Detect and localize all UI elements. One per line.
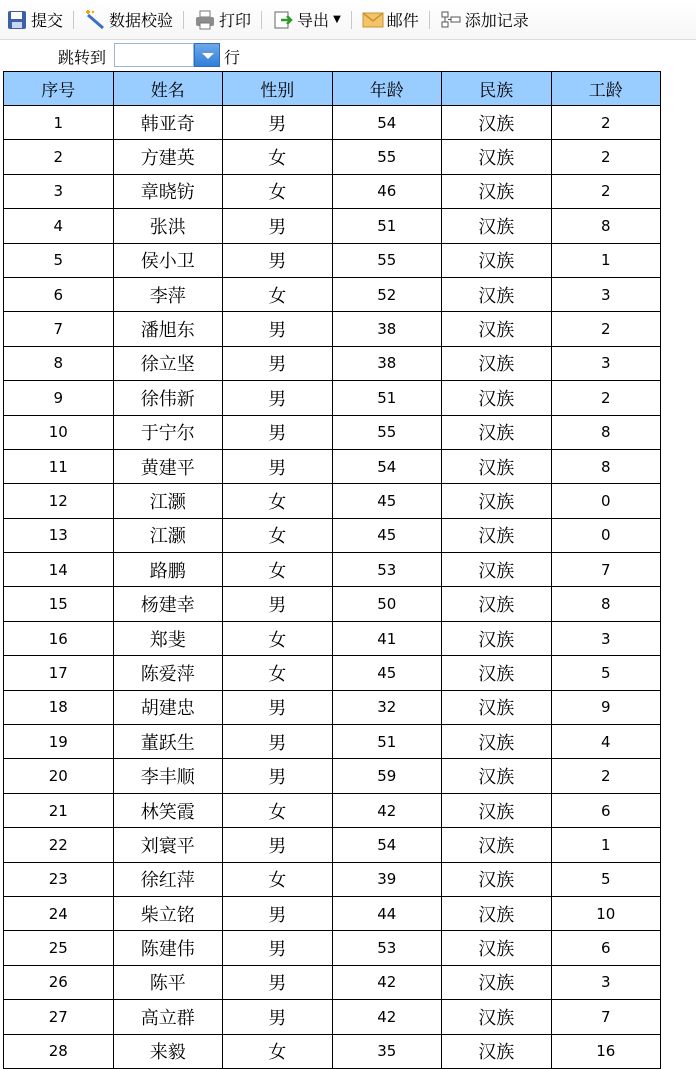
table-row[interactable]	[4, 621, 661, 655]
add-row-icon	[440, 9, 462, 31]
cell-seniority[interactable]: 8	[551, 209, 661, 243]
cell-seniority[interactable]: 2	[551, 312, 661, 346]
cell-name[interactable]: 胡建忠	[113, 690, 223, 724]
cell-gender[interactable]: 男	[223, 725, 333, 759]
toolbar-separator	[73, 11, 74, 29]
cell-name[interactable]: 韩亚奇	[113, 106, 223, 140]
cell-name[interactable]: 徐立坚	[113, 346, 223, 380]
cell-index[interactable]: 25	[4, 931, 114, 965]
cell-index[interactable]: 4	[4, 209, 114, 243]
cell-age[interactable]: 55	[332, 243, 442, 277]
cell-age[interactable]: 46	[332, 174, 442, 208]
cell-gender[interactable]: 女	[223, 621, 333, 655]
cell-index[interactable]: 21	[4, 793, 114, 827]
cell-ethnicity[interactable]: 汉族	[442, 587, 552, 621]
cell-gender[interactable]: 男	[223, 965, 333, 999]
toolbar-separator	[183, 11, 184, 29]
cell-age[interactable]: 50	[332, 587, 442, 621]
cell-name[interactable]: 郑斐	[113, 621, 223, 655]
table-row[interactable]	[4, 793, 661, 827]
mail-button[interactable]	[358, 5, 423, 35]
cell-ethnicity[interactable]: 汉族	[442, 553, 552, 587]
cell-gender[interactable]: 男	[223, 828, 333, 862]
table-row[interactable]	[4, 484, 661, 518]
cell-seniority[interactable]: 2	[551, 140, 661, 174]
cell-age[interactable]: 51	[332, 725, 442, 759]
cell-seniority[interactable]: 6	[551, 793, 661, 827]
cell-ethnicity[interactable]: 汉族	[442, 277, 552, 311]
cell-seniority[interactable]: 0	[551, 518, 661, 552]
cell-age[interactable]: 59	[332, 759, 442, 793]
cell-gender[interactable]: 女	[223, 484, 333, 518]
printer-icon	[194, 9, 216, 31]
cell-index[interactable]: 24	[4, 896, 114, 930]
cell-gender[interactable]: 男	[223, 415, 333, 449]
chevron-down-icon: ▼	[333, 14, 341, 25]
header-seniority[interactable]: 工龄	[551, 72, 661, 106]
cell-seniority[interactable]: 1	[551, 243, 661, 277]
cell-index[interactable]: 7	[4, 312, 114, 346]
cell-index[interactable]: 18	[4, 690, 114, 724]
table-body	[4, 106, 661, 1069]
cell-seniority[interactable]: 7	[551, 1000, 661, 1034]
cell-index[interactable]: 17	[4, 656, 114, 690]
toolbar-separator	[261, 11, 262, 29]
cell-seniority[interactable]: 2	[551, 381, 661, 415]
cell-index[interactable]: 10	[4, 415, 114, 449]
table-row[interactable]	[4, 828, 661, 862]
table-header-row	[4, 72, 661, 106]
cell-name[interactable]: 陈建伟	[113, 931, 223, 965]
cell-gender[interactable]: 男	[223, 106, 333, 140]
table-row[interactable]	[4, 346, 661, 380]
cell-ethnicity[interactable]: 汉族	[442, 449, 552, 483]
header-index[interactable]: 序号	[4, 72, 114, 106]
cell-gender[interactable]: 男	[223, 243, 333, 277]
cell-gender[interactable]: 男	[223, 587, 333, 621]
cell-index[interactable]: 3	[4, 174, 114, 208]
cell-age[interactable]: 54	[332, 106, 442, 140]
cell-gender[interactable]: 女	[223, 553, 333, 587]
cell-ethnicity[interactable]: 汉族	[442, 518, 552, 552]
cell-gender[interactable]: 女	[223, 277, 333, 311]
cell-age[interactable]: 55	[332, 415, 442, 449]
cell-name[interactable]: 侯小卫	[113, 243, 223, 277]
table-row[interactable]	[4, 518, 661, 552]
cell-index[interactable]: 8	[4, 346, 114, 380]
cell-name[interactable]: 潘旭东	[113, 312, 223, 346]
cell-age[interactable]: 45	[332, 518, 442, 552]
cell-ethnicity[interactable]: 汉族	[442, 1034, 552, 1068]
cell-seniority[interactable]: 3	[551, 346, 661, 380]
cell-index[interactable]: 1	[4, 106, 114, 140]
cell-seniority[interactable]: 0	[551, 484, 661, 518]
cell-name[interactable]: 张洪	[113, 209, 223, 243]
cell-seniority[interactable]: 4	[551, 725, 661, 759]
table-row[interactable]	[4, 381, 661, 415]
cell-age[interactable]: 53	[332, 553, 442, 587]
jump-suffix: 行	[224, 48, 241, 67]
cell-gender[interactable]: 男	[223, 381, 333, 415]
cell-ethnicity[interactable]: 汉族	[442, 828, 552, 862]
cell-ethnicity[interactable]: 汉族	[442, 106, 552, 140]
table-row[interactable]	[4, 965, 661, 999]
jump-to-row-bar	[0, 40, 696, 72]
cell-gender[interactable]: 男	[223, 312, 333, 346]
mail-label: 邮件	[386, 11, 419, 30]
cell-name[interactable]: 刘寰平	[113, 828, 223, 862]
cell-seniority[interactable]: 16	[551, 1034, 661, 1068]
add-record-label: 添加记录	[464, 11, 529, 30]
cell-gender[interactable]: 男	[223, 690, 333, 724]
cell-gender[interactable]: 男	[223, 896, 333, 930]
cell-index[interactable]: 23	[4, 862, 114, 896]
table-row[interactable]	[4, 1034, 661, 1068]
add-record-button[interactable]	[436, 5, 533, 35]
cell-name[interactable]: 高立群	[113, 1000, 223, 1034]
cell-index[interactable]: 11	[4, 449, 114, 483]
cell-gender[interactable]: 男	[223, 449, 333, 483]
magic-wand-icon	[84, 9, 106, 31]
header-gender[interactable]: 性别	[223, 72, 333, 106]
cell-name[interactable]: 路鹏	[113, 553, 223, 587]
table-row[interactable]	[4, 896, 661, 930]
jump-row-input[interactable]	[114, 43, 194, 67]
cell-age[interactable]: 53	[332, 931, 442, 965]
cell-index[interactable]: 16	[4, 621, 114, 655]
cell-seniority[interactable]: 3	[551, 965, 661, 999]
table-row[interactable]	[4, 174, 661, 208]
cell-seniority[interactable]: 8	[551, 449, 661, 483]
table-row[interactable]	[4, 312, 661, 346]
cell-seniority[interactable]: 2	[551, 106, 661, 140]
cell-age[interactable]: 54	[332, 828, 442, 862]
cell-ethnicity[interactable]: 汉族	[442, 209, 552, 243]
cell-seniority[interactable]: 5	[551, 862, 661, 896]
cell-gender[interactable]: 男	[223, 209, 333, 243]
cell-name[interactable]: 江灏	[113, 518, 223, 552]
cell-seniority[interactable]: 8	[551, 587, 661, 621]
print-button[interactable]	[190, 5, 255, 35]
cell-index[interactable]: 14	[4, 553, 114, 587]
cell-name[interactable]: 于宁尔	[113, 415, 223, 449]
cell-ethnicity[interactable]: 汉族	[442, 1000, 552, 1034]
table-row[interactable]	[4, 725, 661, 759]
cell-ethnicity[interactable]: 汉族	[442, 484, 552, 518]
jump-label: 跳转到	[58, 48, 107, 67]
cell-seniority[interactable]: 7	[551, 553, 661, 587]
table-row[interactable]	[4, 931, 661, 965]
export-icon	[272, 9, 294, 31]
cell-age[interactable]: 45	[332, 656, 442, 690]
cell-seniority[interactable]: 2	[551, 174, 661, 208]
cell-name[interactable]: 徐伟新	[113, 381, 223, 415]
cell-name[interactable]: 徐红萍	[113, 862, 223, 896]
cell-ethnicity[interactable]: 汉族	[442, 931, 552, 965]
cell-index[interactable]: 27	[4, 1000, 114, 1034]
cell-ethnicity[interactable]: 汉族	[442, 346, 552, 380]
table-row[interactable]	[4, 690, 661, 724]
cell-age[interactable]: 45	[332, 484, 442, 518]
cell-name[interactable]: 章晓钫	[113, 174, 223, 208]
envelope-icon	[362, 9, 384, 31]
cell-index[interactable]: 20	[4, 759, 114, 793]
cell-age[interactable]: 42	[332, 793, 442, 827]
cell-ethnicity[interactable]: 汉族	[442, 965, 552, 999]
cell-index[interactable]: 28	[4, 1034, 114, 1068]
cell-ethnicity[interactable]: 汉族	[442, 656, 552, 690]
cell-name[interactable]: 柴立铭	[113, 896, 223, 930]
table-row[interactable]	[4, 243, 661, 277]
cell-index[interactable]: 26	[4, 965, 114, 999]
cell-ethnicity[interactable]: 汉族	[442, 243, 552, 277]
cell-name[interactable]: 陈平	[113, 965, 223, 999]
cell-ethnicity[interactable]: 汉族	[442, 896, 552, 930]
cell-name[interactable]: 来毅	[113, 1034, 223, 1068]
cell-seniority[interactable]: 3	[551, 277, 661, 311]
cell-index[interactable]: 22	[4, 828, 114, 862]
cell-gender[interactable]: 女	[223, 793, 333, 827]
save-icon	[6, 9, 28, 31]
cell-gender[interactable]: 女	[223, 174, 333, 208]
cell-gender[interactable]: 男	[223, 759, 333, 793]
cell-seniority[interactable]: 2	[551, 759, 661, 793]
cell-ethnicity[interactable]: 汉族	[442, 381, 552, 415]
cell-ethnicity[interactable]: 汉族	[442, 690, 552, 724]
table-row[interactable]	[4, 759, 661, 793]
table-row[interactable]	[4, 209, 661, 243]
cell-ethnicity[interactable]: 汉族	[442, 759, 552, 793]
cell-seniority[interactable]: 6	[551, 931, 661, 965]
cell-age[interactable]: 42	[332, 1000, 442, 1034]
cell-name[interactable]: 江灏	[113, 484, 223, 518]
cell-gender[interactable]: 女	[223, 518, 333, 552]
validate-button[interactable]	[80, 5, 177, 35]
cell-ethnicity[interactable]: 汉族	[442, 415, 552, 449]
table-row[interactable]	[4, 656, 661, 690]
toolbar-separator	[351, 11, 352, 29]
cell-name[interactable]: 李丰顺	[113, 759, 223, 793]
cell-index[interactable]: 13	[4, 518, 114, 552]
cell-index[interactable]: 12	[4, 484, 114, 518]
cell-ethnicity[interactable]: 汉族	[442, 312, 552, 346]
cell-ethnicity[interactable]: 汉族	[442, 140, 552, 174]
cell-age[interactable]: 55	[332, 140, 442, 174]
cell-name[interactable]: 方建英	[113, 140, 223, 174]
table-row[interactable]	[4, 1000, 661, 1034]
cell-gender[interactable]: 男	[223, 931, 333, 965]
export-label: 导出	[297, 11, 330, 30]
cell-seniority[interactable]: 10	[551, 896, 661, 930]
cell-gender[interactable]: 女	[223, 140, 333, 174]
cell-index[interactable]: 2	[4, 140, 114, 174]
data-table	[3, 71, 661, 1069]
cell-age[interactable]: 42	[332, 965, 442, 999]
cell-gender[interactable]: 男	[223, 346, 333, 380]
cell-seniority[interactable]: 1	[551, 828, 661, 862]
submit-label: 提交	[31, 11, 64, 30]
cell-name[interactable]: 李萍	[113, 277, 223, 311]
cell-ethnicity[interactable]: 汉族	[442, 793, 552, 827]
cell-age[interactable]: 38	[332, 312, 442, 346]
toolbar-separator	[429, 11, 430, 29]
cell-seniority[interactable]: 8	[551, 415, 661, 449]
cell-ethnicity[interactable]: 汉族	[442, 621, 552, 655]
cell-name[interactable]: 杨建幸	[113, 587, 223, 621]
cell-age[interactable]: 51	[332, 381, 442, 415]
cell-age[interactable]: 38	[332, 346, 442, 380]
cell-name[interactable]: 董跃生	[113, 725, 223, 759]
cell-seniority[interactable]: 5	[551, 656, 661, 690]
submit-button[interactable]	[2, 5, 67, 35]
toolbar	[0, 0, 696, 40]
cell-age[interactable]: 44	[332, 896, 442, 930]
table-row[interactable]	[4, 862, 661, 896]
print-label: 打印	[219, 11, 252, 30]
cell-age[interactable]: 32	[332, 690, 442, 724]
cell-age[interactable]: 39	[332, 862, 442, 896]
cell-index[interactable]: 9	[4, 381, 114, 415]
cell-ethnicity[interactable]: 汉族	[442, 725, 552, 759]
validate-label: 数据校验	[109, 11, 174, 30]
cell-gender[interactable]: 女	[223, 862, 333, 896]
header-ethnicity[interactable]: 民族	[442, 72, 552, 106]
cell-name[interactable]: 黄建平	[113, 449, 223, 483]
cell-gender[interactable]: 女	[223, 656, 333, 690]
cell-ethnicity[interactable]: 汉族	[442, 862, 552, 896]
table-row[interactable]	[4, 106, 661, 140]
cell-index[interactable]: 5	[4, 243, 114, 277]
table-row[interactable]	[4, 553, 661, 587]
export-button[interactable]	[268, 5, 345, 35]
cell-gender[interactable]: 男	[223, 1000, 333, 1034]
table-row[interactable]	[4, 415, 661, 449]
cell-seniority[interactable]: 3	[551, 621, 661, 655]
cell-age[interactable]: 51	[332, 209, 442, 243]
cell-ethnicity[interactable]: 汉族	[442, 174, 552, 208]
table-row[interactable]	[4, 587, 661, 621]
cell-age[interactable]: 52	[332, 277, 442, 311]
table-row[interactable]	[4, 140, 661, 174]
cell-index[interactable]: 6	[4, 277, 114, 311]
cell-name[interactable]: 林笑霞	[113, 793, 223, 827]
cell-age[interactable]: 54	[332, 449, 442, 483]
cell-age[interactable]: 35	[332, 1034, 442, 1068]
header-age[interactable]: 年龄	[332, 72, 442, 106]
cell-index[interactable]: 15	[4, 587, 114, 621]
table-row[interactable]	[4, 277, 661, 311]
cell-name[interactable]: 陈爱萍	[113, 656, 223, 690]
header-name[interactable]: 姓名	[113, 72, 223, 106]
jump-dropdown-button[interactable]	[194, 43, 220, 67]
cell-age[interactable]: 41	[332, 621, 442, 655]
table-row[interactable]	[4, 449, 661, 483]
cell-seniority[interactable]: 9	[551, 690, 661, 724]
cell-gender[interactable]: 女	[223, 1034, 333, 1068]
cell-index[interactable]: 19	[4, 725, 114, 759]
